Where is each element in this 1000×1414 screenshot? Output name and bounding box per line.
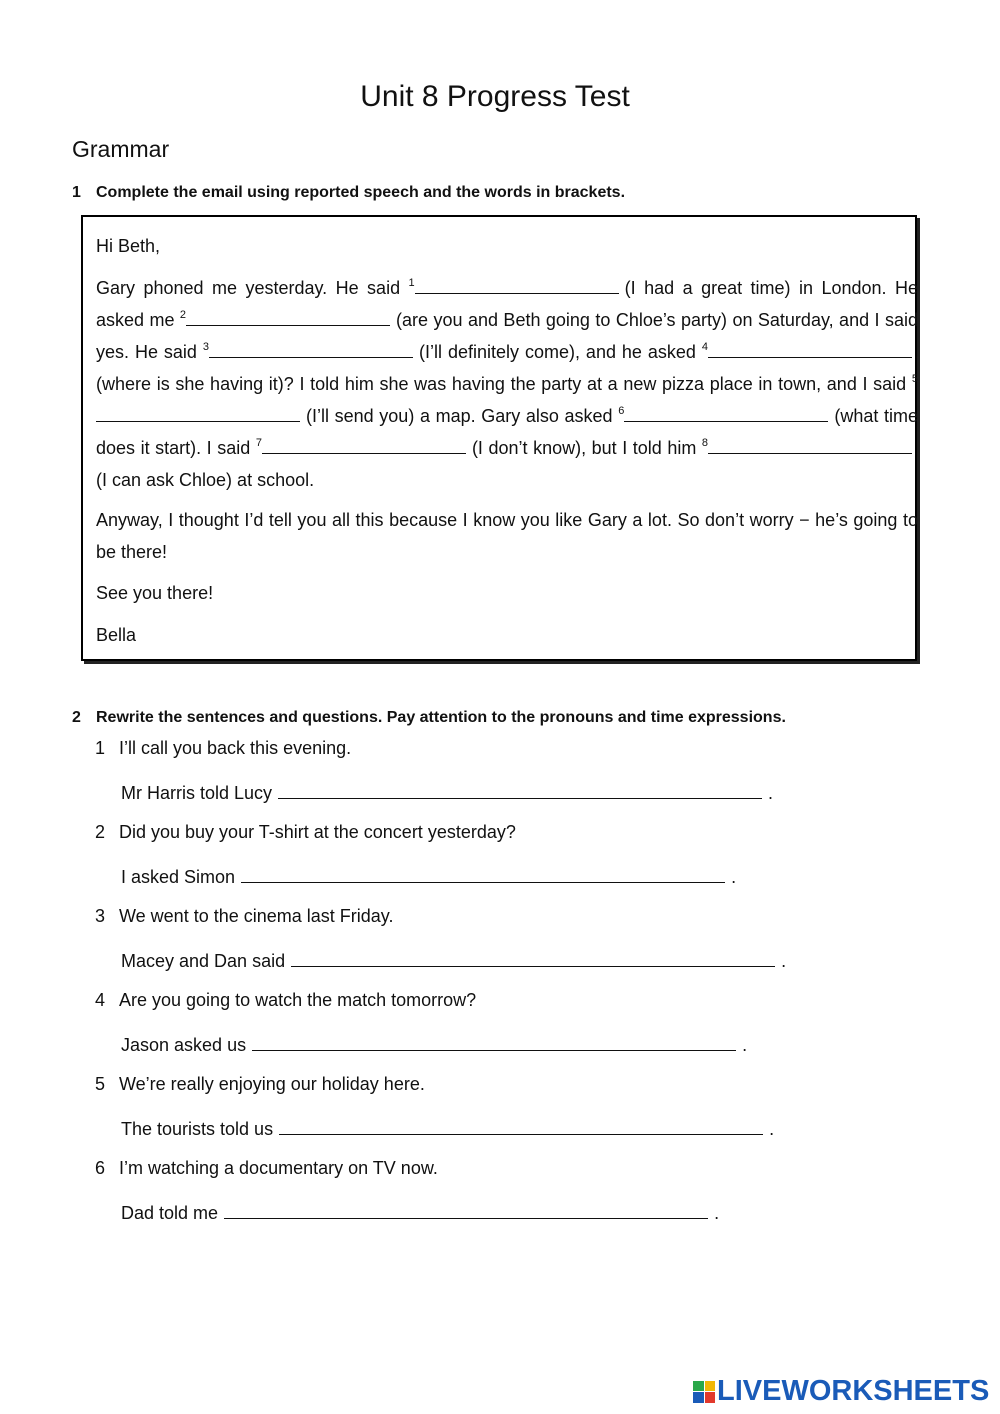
- exercise-2-instruction: [72, 709, 786, 727]
- email-greeting: Hi Beth,: [96, 236, 161, 256]
- answer-2-input[interactable]: [241, 864, 725, 883]
- logo-icon: [693, 1381, 715, 1403]
- email-paragraph-3: See you there!: [96, 583, 214, 603]
- email-paragraph-1: Gary phoned me yesterday. He said $^1$ (I had a great time) in London. He asked me $^2$ (are you and Beth going to Chloe’s party) on Saturday, and I said yes. He said $^3$ (I’ll definitely come), and he asked $^4$(where is she having it)? I told him she was having the party at a new pizza place in town, and I said $^5$(I’ll send you) a map. Gary also asked $^6$ (what time does it start). I said $^7$ (I don’t know), but I told him $^8$(I can ask Chloe) at school.: [96, 277, 918, 490]
- gap-number: 1: [408, 277, 415, 289]
- list-item: 1 I’ll call you back this evening.: [95, 738, 352, 758]
- answer-1-input[interactable]: [278, 780, 762, 799]
- answer-4-input[interactable]: [252, 1032, 736, 1051]
- gap-4-input[interactable]: [708, 339, 912, 358]
- exercise-1-instruction: [72, 184, 625, 202]
- answer-row: The tourists told us .: [121, 1116, 774, 1140]
- gap-number: 3: [202, 341, 210, 353]
- email-paragraph-2: Anyway, I thought I’d tell you all this because I know you like Gary a lot. So don’t worry − he’s going to be there!: [96, 510, 918, 562]
- gap-number: 2: [179, 309, 187, 321]
- list-item: 3 We went to the cinema last Friday.: [95, 906, 394, 926]
- liveworksheets-logo: [693, 1375, 989, 1408]
- exercise-number: 1: [72, 184, 81, 201]
- exercise-number: 2: [72, 709, 81, 726]
- answer-row: I asked Simon .: [121, 864, 736, 888]
- gap-number: 8: [701, 437, 708, 449]
- gap-1-input[interactable]: [415, 275, 619, 294]
- list-item: 6 I’m watching a documentary on TV now.: [95, 1158, 438, 1178]
- list-item: 4 Are you going to watch the match tomorrow?: [95, 990, 477, 1010]
- gap-5-input[interactable]: [96, 403, 300, 422]
- answer-row: Dad told me .: [121, 1200, 719, 1224]
- gap-3-input[interactable]: [209, 339, 413, 358]
- answer-5-input[interactable]: [279, 1116, 763, 1135]
- gap-2-input[interactable]: [186, 307, 390, 326]
- logo-text: LIVEWORKSHEETS: [717, 1375, 990, 1407]
- instruction-text: Rewrite the sentences and questions. Pay attention to the pronouns and time expressions.: [96, 709, 786, 726]
- email-signoff: Bella: [96, 625, 137, 645]
- answer-row: Jason asked us .: [121, 1032, 747, 1056]
- gap-7-input[interactable]: [262, 435, 466, 454]
- instruction-text: Complete the email using reported speech and the words in brackets.: [96, 184, 626, 201]
- gap-number: 7: [255, 437, 262, 449]
- answer-3-input[interactable]: [291, 948, 775, 967]
- gap-8-input[interactable]: [708, 435, 912, 454]
- section-heading: Grammar: [72, 136, 170, 162]
- list-item: 2 Did you buy your T-shirt at the concert yesterday?: [95, 822, 516, 842]
- answer-row: Macey and Dan said .: [121, 948, 786, 972]
- answer-row: Mr Harris told Lucy .: [121, 780, 773, 804]
- list-item: 5 We’re really enjoying our holiday here.: [95, 1074, 425, 1094]
- gap-number: 6: [618, 405, 625, 417]
- email-box: [81, 215, 917, 661]
- gap-6-input[interactable]: [624, 403, 828, 422]
- gap-number: 4: [701, 341, 709, 353]
- page-title: Unit 8 Progress Test: [360, 80, 630, 113]
- gap-number: 5: [911, 373, 918, 385]
- answer-6-input[interactable]: [224, 1200, 708, 1219]
